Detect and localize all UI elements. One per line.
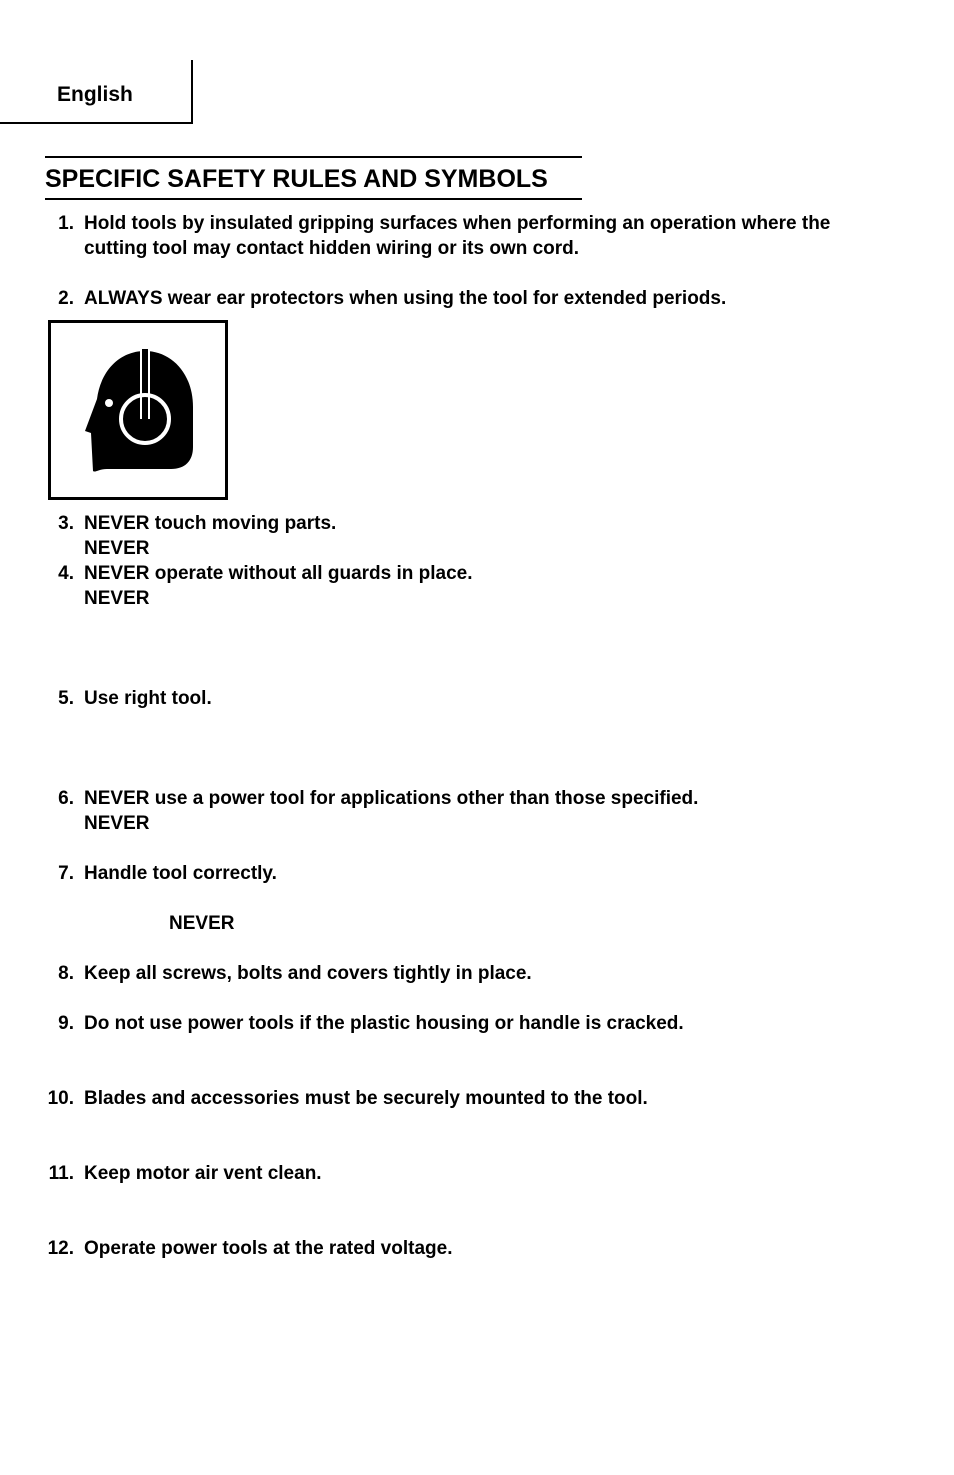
item-text: ALWAYS wear ear protectors when using the tool for extended periods. xyxy=(84,288,727,309)
item-text: NEVER xyxy=(84,588,150,609)
item-text: Blades and accessories must be securely mounted to the tool. xyxy=(84,1088,648,1109)
item-number: 2. xyxy=(58,288,74,309)
item-number: 8. xyxy=(58,963,74,984)
language-tab xyxy=(0,60,193,124)
item-number: 9. xyxy=(58,1013,74,1034)
item-text: NEVER xyxy=(84,813,150,834)
item-text: Handle tool correctly. xyxy=(84,863,277,884)
item-number: 1. xyxy=(58,213,74,234)
item-text: NEVER use a power tool for applications other than those specified. xyxy=(84,788,699,809)
item-text: Keep motor air vent clean. xyxy=(84,1163,322,1184)
item-text: NEVER touch moving parts. xyxy=(84,513,337,534)
item-text: NEVER xyxy=(84,538,150,559)
section-title: SPECIFIC SAFETY RULES AND SYMBOLS xyxy=(45,156,582,200)
item-text: Keep all screws, bolts and covers tightly in place. xyxy=(84,963,532,984)
item-number: 3. xyxy=(58,513,74,534)
item-text: Use right tool. xyxy=(84,688,212,709)
item-text: Do not use power tools if the plastic housing or handle is cracked. xyxy=(84,1013,684,1034)
item-number: 6. xyxy=(58,788,74,809)
ear-protection-icon xyxy=(51,323,225,497)
item-text: cutting tool may contact hidden wiring or its own cord. xyxy=(84,238,580,259)
item-text: Hold tools by insulated gripping surfaces when performing an operation where the xyxy=(84,213,831,234)
item-number: 5. xyxy=(58,688,74,709)
item-text: NEVER xyxy=(169,913,235,934)
item-number: 10. xyxy=(47,1088,74,1109)
ear-protection-symbol xyxy=(48,320,228,500)
item-number: 4. xyxy=(58,563,74,584)
item-number: 12. xyxy=(47,1238,74,1259)
item-text: NEVER operate without all guards in place. xyxy=(84,563,473,584)
language-label: English xyxy=(57,83,133,106)
item-text: Operate power tools at the rated voltage. xyxy=(84,1238,453,1259)
item-number: 11. xyxy=(48,1163,74,1184)
item-number: 7. xyxy=(58,863,74,884)
